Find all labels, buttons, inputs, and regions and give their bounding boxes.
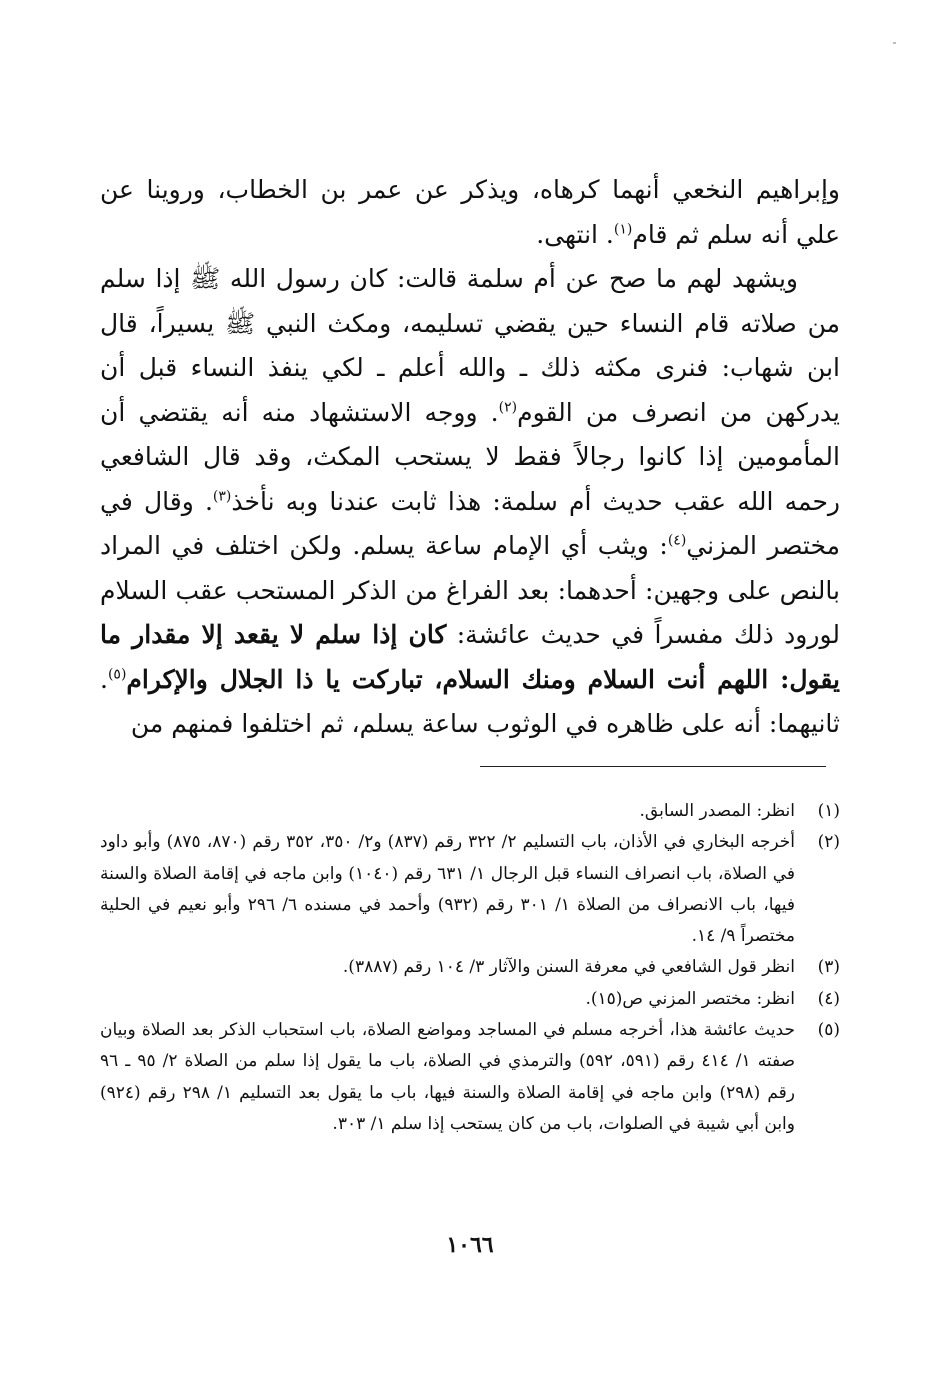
footnote-separator — [480, 766, 826, 767]
footnote-3 — [100, 952, 840, 983]
footnote-text: انظر قول الشافعي في معرفة السنن والآثار ٣/ ١٠٤ رقم (٣٨٨٧). — [342, 957, 795, 978]
footnote-5 — [100, 1015, 840, 1140]
footnote-number: (١) — [817, 801, 840, 821]
footnote-number: (٥) — [817, 1020, 840, 1041]
footnote-2 — [100, 827, 840, 952]
main-text — [100, 168, 840, 747]
footnotes — [100, 796, 840, 1140]
footnote-text: انظر: مختصر المزني ص(١٥). — [585, 988, 795, 1009]
footnote-number: (٤) — [817, 988, 840, 1009]
hadith-quote: كان إذا سلم لا يقعد إلا مقدار ما يقول: اللهم أنت السلام ومنك السلام، تباركت يا ذا الجلال والإكرام — [100, 620, 840, 694]
scan-mark — [893, 42, 896, 44]
paragraph-1: وإبراهيم النخعي أنهما كرهاه، ويذكر عن عمر بن الخطاب، وروينا عن علي أنه سلم ثم قام$^{(١)}$. انتهى. — [100, 175, 840, 249]
footnote-text: أخرجه البخاري في الأذان، باب التسليم ٢/ ٣٢٢ رقم (٨٣٧) و٢/ ٣٥٠، ٣٥٢ رقم (٨٧٠، ٨٧٥) وأبو داود في الصلاة، باب انصراف النساء قبل الرجال ١/ ٦٣١ رقم (١٠٤٠) وابن ماجه في إقامة الصلاة والسنة فيها، باب الانصراف من الصلاة ١/ ٣٠١ رقم (٩٣٢) وأحمد في مسنده ٦/ ٢٩٦ وأبو نعيم في الحلية مختصراً ٩/ ١٤. — [100, 832, 796, 947]
footnote-ref-4: (٤) — [667, 532, 687, 549]
footnote-number: (٣) — [817, 957, 840, 978]
footnote-4 — [100, 984, 840, 1015]
footnote-ref-1: (١) — [613, 221, 633, 238]
page-number: ١٠٦٦ — [446, 1232, 494, 1258]
footnote-text: حديث عائشة هذا، أخرجه مسلم في المساجد ومواضع الصلاة، باب استحباب الذكر بعد الصلاة وبيان صفته ١/ ٤١٤ رقم (٥٩١، ٥٩٢) والترمذي في الصلاة، باب ما يقول إذا سلم من الصلاة ٢/ ٩٥ ـ ٩٦ رقم (٢٩٨) وابن ماجه في إقامة الصلاة والسنة فيها، باب ما يقول بعد التسليم ١/ ٢٩٨ رقم (٩٢٤) وابن أبي شيبة في الصلوات، باب من كان يستحب إذا سلم ١/ ٣٠٣. — [100, 1020, 796, 1134]
footnote-ref-5: (٥) — [107, 666, 127, 683]
footnote-ref-2: (٢) — [498, 399, 518, 416]
footnote-1 — [100, 796, 840, 827]
footnote-number: (٢) — [817, 832, 840, 853]
paragraph-2: ويشهد لهم ما صح عن أم سلمة قالت: كان رسول الله ﷺ إذا سلم من صلاته قام النساء حين يقضي تسليمه، ومكث النبي ﷺ يسيراً، قال ابن شهاب: فنرى مكثه ذلك ـ والله أعلم ـ لكي ينفذ النساء قبل أن يدركهن من انصرف من القوم$^{(٢)}$. ووجه الاستشهاد منه أنه يقتضي أن المأمومين إذا كانوا رجالاً فقط لا يستحب المكث، وقد قال الشافعي رحمه الله عقب حديث أم سلمة: هذا ثابت عندنا وبه نأخذ$^{(٣)}$. وقال في مختصر المزني$^{(٤)}$: ويثب أي الإمام ساعة يسلم. ولكن اختلف في المراد بالنص على وجهين: أحدهما: بعد الفراغ من الذكر المستحب عقب السلام لورود ذلك مفسراً في حديث عائشة: كان إذا سلم لا يقعد إلا مقدار ما يقول: اللهم أنت السلام ومنك السلام، تباركت يا ذا الجلال والإكرام$^{(٥)}$. ثانيهما: أنه على ظاهره في الوثوب ساعة يسلم، ثم اختلفوا فمنهم من — [100, 264, 840, 738]
footnote-ref-3: (٣) — [212, 488, 232, 505]
footnote-text: انظر: المصدر السابق. — [639, 801, 795, 821]
